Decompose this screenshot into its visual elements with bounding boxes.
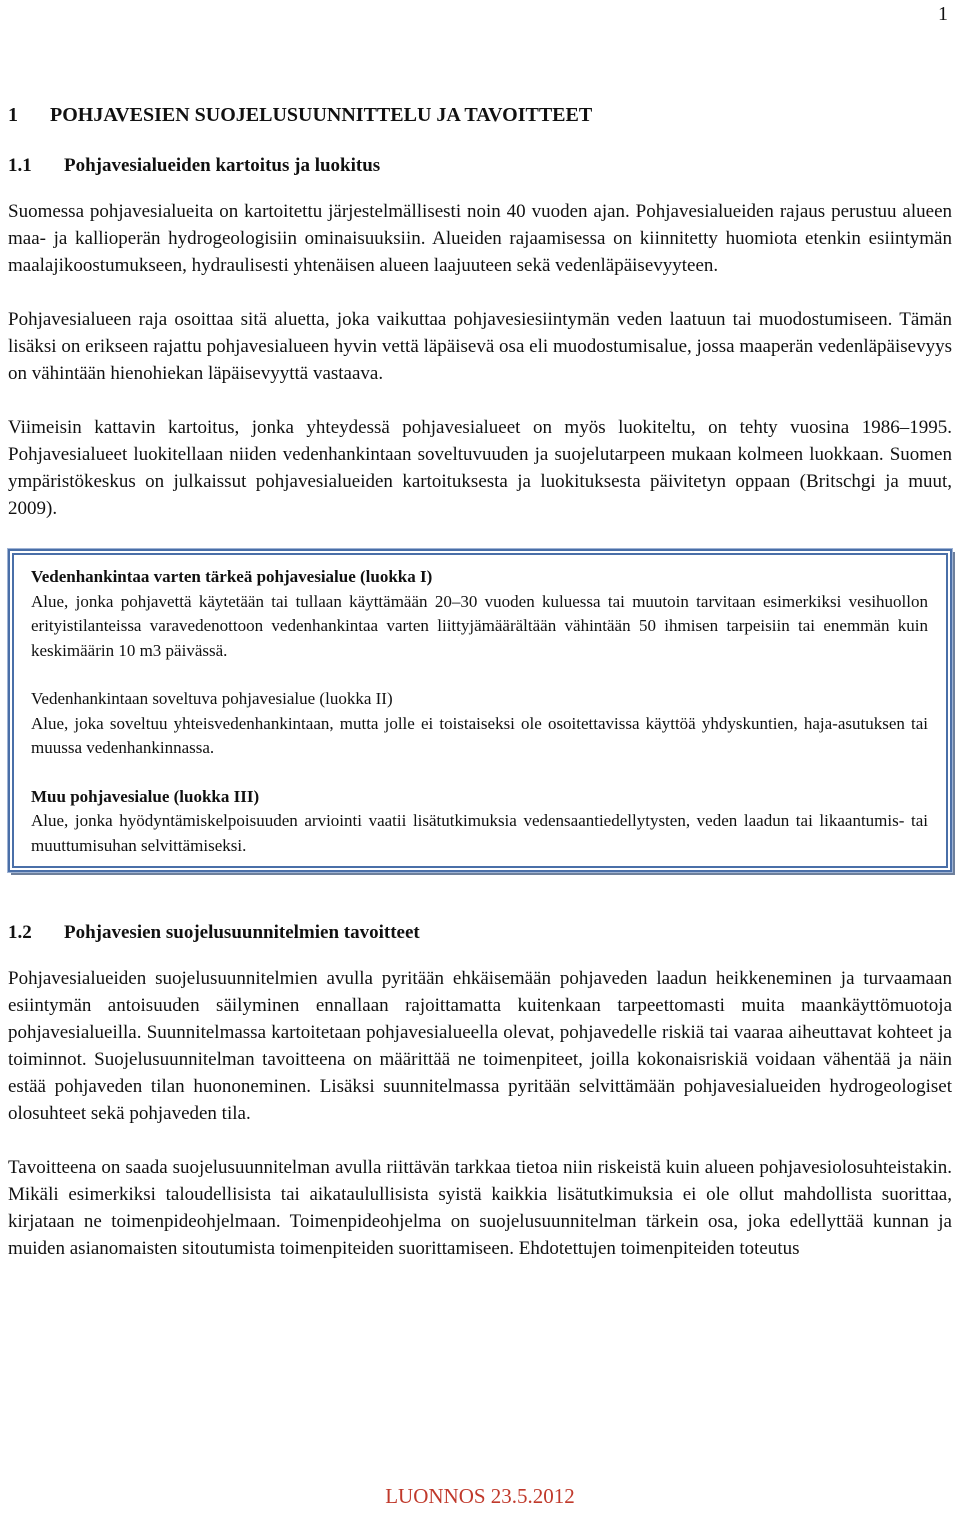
- page-number: 1: [938, 3, 948, 25]
- class-2-title: Vedenhankintaan soveltuva pohjavesialue (luokka II): [31, 689, 393, 708]
- chapter-title: POHJAVESIEN SUOJELUSUUNNITTELU JA TAVOITTEET: [50, 104, 593, 126]
- draft-footer: LUONNOS 23.5.2012: [385, 1484, 575, 1508]
- class-3-text: Alue, jonka hyödyntämiskelpoisuuden arviointi vaatii lisätutkimuksia vedensaantiedellytysten, veden laadun tai likaantumis- tai muuttumisuhan selvittämiseksi.: [31, 811, 928, 855]
- paragraph: Viimeisin kattavin kartoitus, jonka yhteydessä pohjavesialueet on myös luokiteltu, on tehty vuosina 1986–1995. Pohjavesialueet luokitellaan niiden vedenhankintaan soveltuvuuden ja suojelutarpeen mukaan kolmeen luokkaan. Suomen ympäristökeskus on julkaissut pohjavesialueiden kartoituksesta ja luokituksesta päivitetyn oppaan (Britschgi ja muut, 2009).: [8, 417, 952, 519]
- section-1-1-heading: [8, 152, 952, 180]
- section-1-2-title: Pohjavesien suojelusuunnitelmien tavoitteet: [64, 922, 420, 943]
- section-1-2-number: 1.2: [8, 922, 32, 943]
- paragraph: Tavoitteena on saada suojelusuunnitelman avulla riittävän tarkkaa tietoa niin riskeistä kuin alueen pohjavesiolosuhteistakin. Mikäli esimerkiksi taloudellisista tai aikataulullisista syistä kaikkia lisätutkimuksia ei ole ollut mahdollista suorittaa, kirjataan ne toimenpideohjelmaan. Toimenpideohjelma on suojelusuunnitelman tärkein osa, joka edellyttää kunnan ja muiden asianomaisten sitoutumista toimenpiteiden suorittamiseen. Ehdotettujen toimenpiteiden toteutus: [8, 1157, 952, 1259]
- paragraph: Pohjavesialueen raja osoittaa sitä aluetta, joka vaikuttaa pohjavesiesiintymän veden laatuun tai muodostumiseen. Tämän lisäksi on erikseen rajattu pohjavesialueen hyvin vettä läpäisevä osa eli muodostumisalue, jossa maaperän vedenläpäisevyys on vähintään hienohiekan läpäisevyyttä vastaava.: [8, 309, 952, 384]
- section-1-1-title: Pohjavesialueiden kartoitus ja luokitus: [64, 155, 381, 176]
- class-1-text: Alue, jonka pohjavettä käytetään tai tullaan käyttämään 20–30 vuoden kuluessa tai muutoin tarvitaan esimerkiksi vesihuollon erityistilanteissa varavedenottoon vedenhankintaa varten liittyjämäärältään vähintään 50 ihmisen tarpeisiin tai enemmän kuin keskimäärin 10 m3 päivässä.: [31, 591, 928, 660]
- class-1-title: Vedenhankintaa varten tärkeä pohjavesialue (luokka I): [31, 567, 433, 586]
- paragraph: Suomessa pohjavesialueita on kartoitettu järjestelmällisesti noin 40 vuoden ajan. Pohjavesialueiden rajaus perustuu alueen maa- ja kallioperän hydrogeologisiin ominaisuuksiin. Alueiden rajaamisessa on kiinnitetty huomiota etenkin esiintymän maalajikoostumukseen, hydraulisesti yhtenäisen alueen laajuuteen sekä vedenläpäisevyyteen.: [8, 201, 952, 276]
- classification-box: [8, 549, 952, 872]
- document-body: [8, 100, 952, 1262]
- section-1-2-heading: [8, 919, 952, 947]
- class-2-text: Alue, joka soveltuu yhteisvedenhankintaan, mutta jolle ei toistaiseksi ole osoitettavissa käyttöä yhdyskuntien, haja-asutuksen tai muussa vedenhankinnassa.: [31, 713, 928, 757]
- class-3-title: Muu pohjavesialue (luokka III): [31, 786, 260, 806]
- section-1-1-number: 1.1: [8, 155, 32, 176]
- chapter-heading: [8, 100, 952, 130]
- paragraph: Pohjavesialueiden suojelusuunnitelmien avulla pyritään ehkäisemään pohjaveden laadun heikkeneminen ja turvaamaan esiintymän antoisuuden säilyminen ennallaan rajoittamatta kuitenkaan tarpeettomasti muita maankäyttömuotoja pohjavesialueilla. Suunnitelmassa kartoitetaan pohjavesialueella olevat, pohjavedelle riskiä tai vaaraa aiheuttavat kohteet ja toiminnot. Suojelusuunnitelman tavoitteena on määrittää ne toimenpiteet, joilla kokonaisriskiä voidaan vähentää ja näin estää pohjaveden tilan huononeminen. Lisäksi suunnitelmassa pyritään selvittämään pohjavesialueiden hydrogeologiset olosuhteet sekä pohjaveden tila.: [8, 968, 952, 1124]
- chapter-number: 1: [8, 104, 18, 126]
